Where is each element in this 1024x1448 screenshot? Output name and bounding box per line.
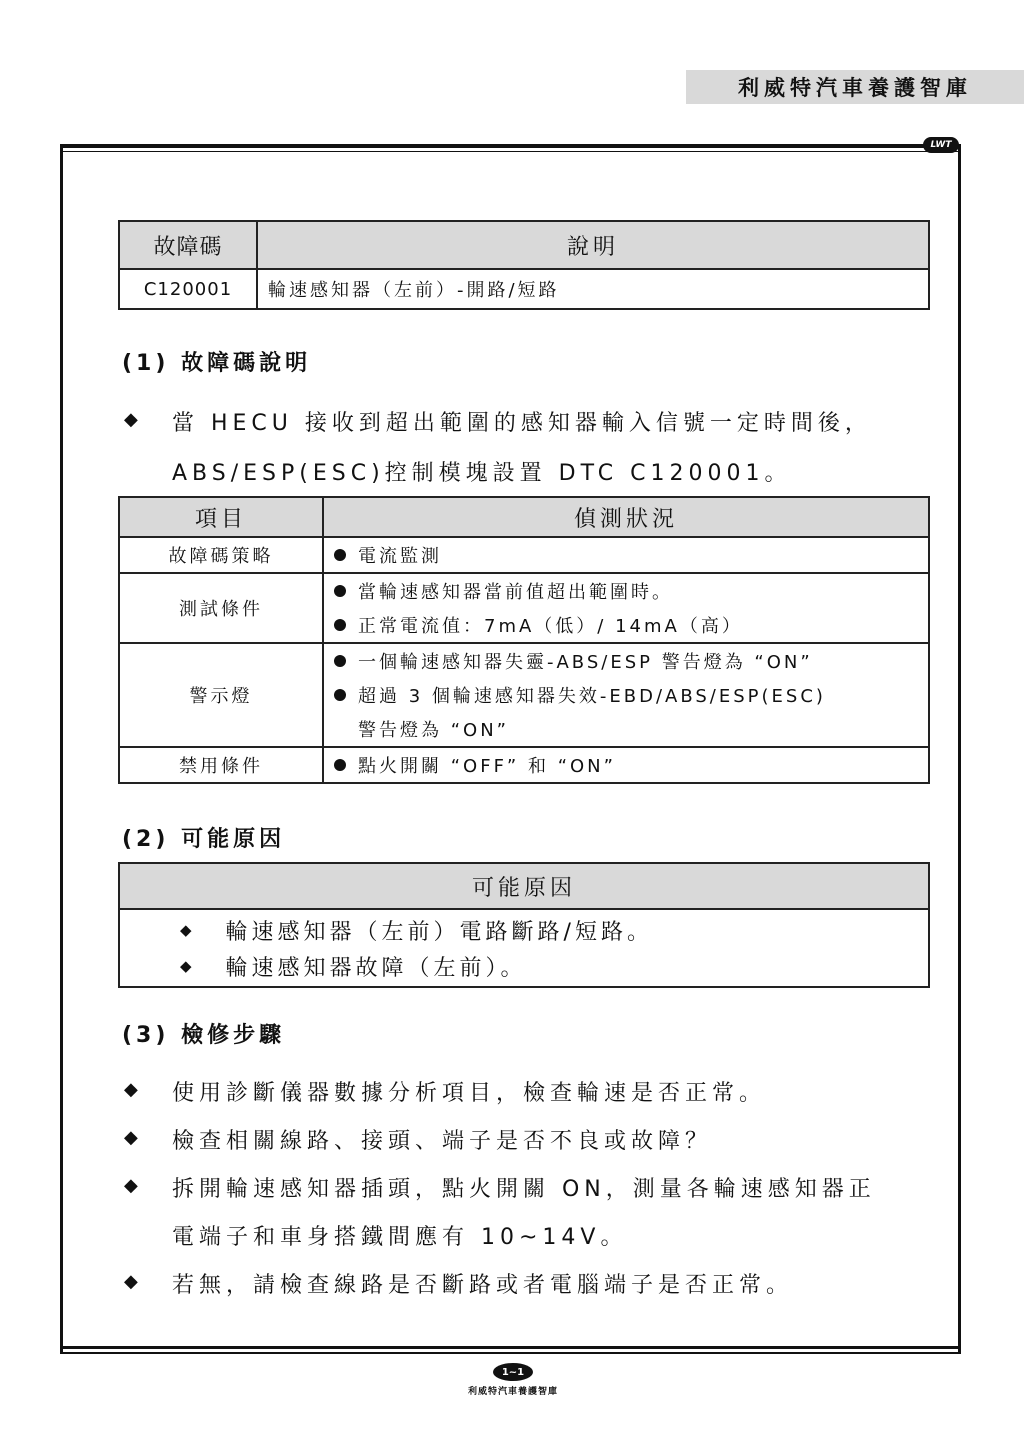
section1-line1: 當 HECU 接收到超出範圍的感知器輸入信號一定時間後，: [172, 411, 872, 436]
row-item: 故障碼策略: [119, 537, 323, 573]
diamond-bullet-icon: ◆: [180, 921, 196, 939]
step-text: 拆開輪速感知器插頭，點火開關 ON，測量各輪速感知器正: [172, 1177, 876, 1202]
step-text: 檢查相關線路、接頭、端子是否不良或故障？: [172, 1129, 713, 1154]
footer-logo: [468, 1363, 559, 1403]
bullet-dot-icon: [334, 689, 346, 701]
row-status: [323, 747, 929, 783]
section3-title: (3) 檢修步驟: [122, 1023, 286, 1048]
bullet-dot-icon: [334, 619, 346, 631]
row-status: [323, 537, 929, 573]
causes-header: 可能原因: [119, 863, 929, 909]
diamond-bullet-icon: ◆: [124, 1127, 143, 1148]
frame-top-rule: [60, 144, 960, 148]
table-row: [119, 573, 929, 643]
row-item: 禁用條件: [119, 747, 323, 783]
diamond-bullet-icon: ◆: [124, 1271, 143, 1292]
frame-top-rule-thin: [60, 151, 960, 152]
row-item: 測試條件: [119, 573, 323, 643]
table-row: [119, 747, 929, 783]
dtc-code: C120001: [119, 269, 257, 309]
status-line: 正常電流值：7mA（低）/ 14mA（高）: [358, 616, 743, 637]
bullet-dot-icon: [334, 549, 346, 561]
status-line: 電流監測: [358, 546, 442, 567]
row-item: 警示燈: [119, 643, 323, 747]
detection-table: [118, 496, 930, 784]
section2-title: (2) 可能原因: [122, 827, 286, 852]
cause-text: 輪速感知器（左前）電路斷路/短路。: [225, 919, 653, 945]
causes-list: [119, 909, 929, 987]
list-item: [180, 948, 928, 984]
table-row: [119, 537, 929, 573]
causes-table: [118, 862, 930, 988]
list-item: [180, 912, 928, 948]
status-line-continuation: 警告燈為 “ON”: [358, 720, 510, 741]
footer-brand: 利威特汽車養護智庫: [468, 1387, 559, 1397]
frame-left-rule: [60, 144, 63, 1352]
status-line: 點火開關 “OFF” 和 “ON”: [358, 756, 616, 777]
diamond-bullet-icon: ◆: [124, 1079, 143, 1100]
frame-bottom-rule-thin: [60, 1352, 961, 1354]
table-row: [119, 643, 929, 747]
frame-right-rule: [958, 144, 961, 1352]
diamond-bullet-icon: ◆: [124, 409, 143, 430]
detect-header-item: 項目: [119, 497, 323, 537]
dtc-header-desc: 說明: [257, 221, 929, 269]
section1-line2: ABS/ESP(ESC)控制模塊設置 DTC C120001。: [172, 461, 792, 486]
dtc-header-code: 故障碼: [119, 221, 257, 269]
status-line: 超過 3 個輪速感知器失效-EBD/ABS/ESP(ESC): [358, 686, 826, 707]
bullet-dot-icon: [334, 759, 346, 771]
status-line: 當輪速感知器當前值超出範圍時。: [358, 582, 673, 603]
step-text: 若無，請檢查線路是否斷路或者電腦端子是否正常。: [172, 1273, 794, 1298]
row-status: [323, 573, 929, 643]
status-line: 一個輪速感知器失靈-ABS/ESP 警告燈為 “ON”: [358, 652, 813, 673]
bullet-dot-icon: [334, 655, 346, 667]
detect-header-status: 偵測狀況: [323, 497, 929, 537]
lwt-logo-icon: LWT: [923, 137, 959, 153]
step3-continuation: 電端子和車身搭鐵間應有 10~14V。: [172, 1225, 628, 1250]
page-number: 1~1: [493, 1363, 533, 1381]
brand-banner: 利威特汽車養護智庫: [686, 70, 1024, 104]
dtc-description: 輪速感知器（左前）-開路/短路: [257, 269, 929, 309]
frame-bottom-rule: [60, 1346, 961, 1349]
cause-text: 輪速感知器故障（左前）。: [225, 955, 527, 981]
dtc-table: [118, 220, 930, 310]
diamond-bullet-icon: ◆: [180, 957, 196, 975]
step-text: 使用診斷儀器數據分析項目，檢查輪速是否正常。: [172, 1081, 767, 1106]
bullet-dot-icon: [334, 585, 346, 597]
row-status: [323, 643, 929, 747]
diamond-bullet-icon: ◆: [124, 1175, 143, 1196]
section1-title: (1) 故障碼說明: [122, 351, 312, 376]
